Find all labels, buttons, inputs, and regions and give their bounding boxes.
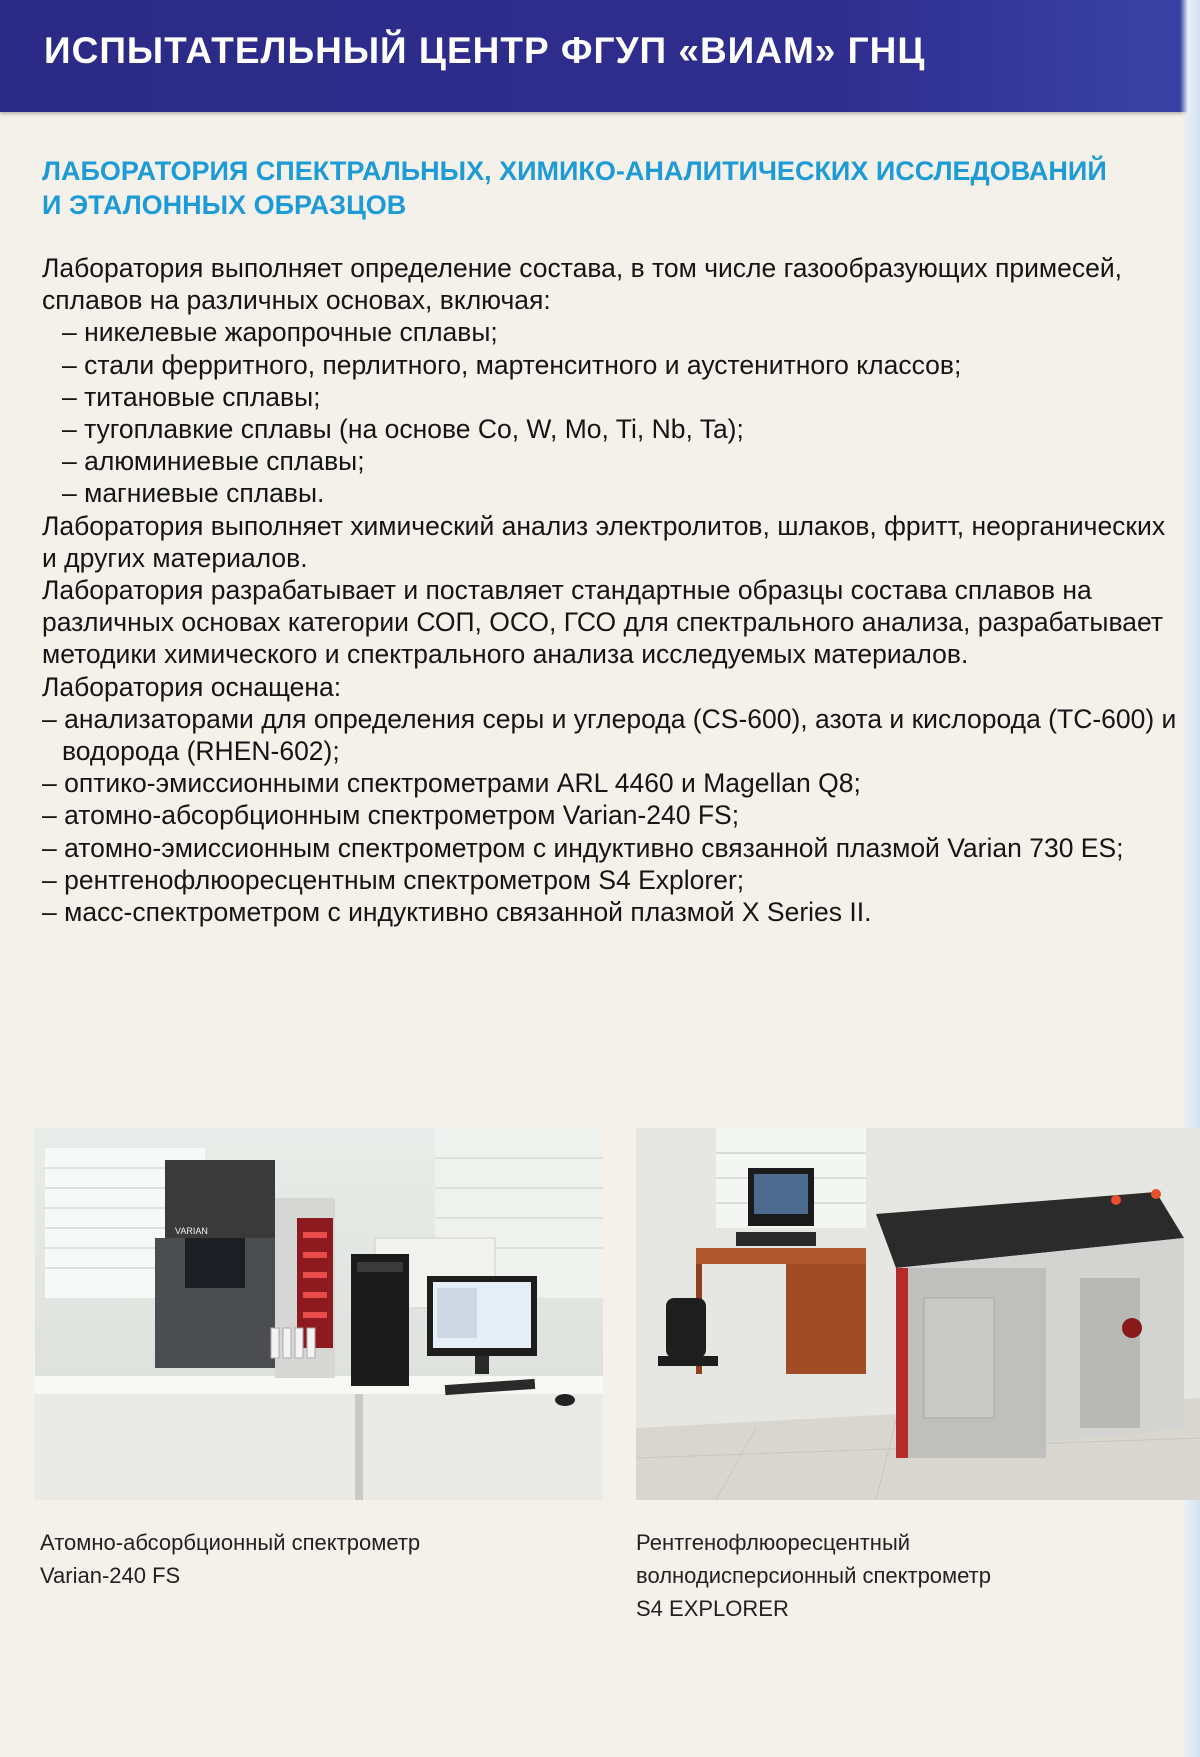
photo-1-caption bbox=[40, 1526, 580, 1592]
header-banner bbox=[0, 0, 1200, 112]
caption-line: S4 EXPLORER bbox=[636, 1596, 789, 1621]
caption-line: волнодисперсионный спектрометр bbox=[636, 1563, 991, 1588]
standards-paragraph: Лаборатория разрабатывает и поставляет стандартные образцы состава сплавов на различных основах категории СОП, ОСО, ГСО для спектрального анализа, разрабатывает методики химического и спектрального анализа исследуемых материалов. bbox=[42, 575, 1163, 670]
alloy-item: – титановые сплавы; bbox=[62, 381, 321, 412]
varian-logo-text: VARIAN bbox=[175, 1226, 208, 1236]
chem-analysis-paragraph: Лаборатория выполняет химический анализ электролитов, шлаков, фритт, неорганических и других материалов. bbox=[42, 510, 1166, 573]
body-text bbox=[42, 252, 1182, 928]
caption-line: Рентгенофлюоресцентный bbox=[636, 1530, 911, 1555]
intro-paragraph: Лаборатория выполняет определение состава, в том числе газообразующих примесей, сплавов на различных основах, включая: bbox=[42, 253, 1123, 316]
equipment-item: – масс-спектрометром с индуктивно связанной плазмой X Series II. bbox=[42, 897, 872, 928]
equipment-item: – атомно-эмиссионным спектрометром с индуктивно связанной плазмой Varian 730 ES; bbox=[42, 832, 1124, 863]
alloy-item: – тугоплавкие сплавы (на основе Co, W, Mo, Ti, Nb, Ta); bbox=[62, 414, 744, 445]
alloy-item: – стали ферритного, перлитного, мартенситного и аустенитного классов; bbox=[62, 349, 962, 380]
equipment-item: – оптико-эмиссионными спектрометрами ARL 4460 и Magellan Q8; bbox=[42, 768, 861, 799]
equipment-item: – атомно-абсорбционным спектрометром Varian-240 FS; bbox=[42, 800, 740, 831]
equipment-list bbox=[42, 703, 1182, 928]
alloy-list bbox=[42, 316, 1182, 509]
alloy-item: – алюминиевые сплавы; bbox=[62, 446, 365, 477]
equipped-intro: Лаборатория оснащена: bbox=[42, 671, 342, 702]
alloy-item: – магниевые сплавы. bbox=[62, 478, 325, 509]
equipment-item: – рентгенофлюоресцентным спектрометром S4 Explorer; bbox=[42, 864, 745, 895]
caption-line: Varian-240 FS bbox=[40, 1563, 181, 1588]
section-heading-line-2: И ЭТАЛОННЫХ ОБРАЗЦОВ bbox=[42, 190, 407, 220]
photo-varian-spectrometer bbox=[35, 1128, 603, 1500]
page-title: ИСПЫТАТЕЛЬНЫЙ ЦЕНТР ФГУП «ВИАМ» ГНЦ bbox=[44, 30, 926, 71]
lab-photo-2 bbox=[636, 1128, 1200, 1500]
section-heading-line-1: ЛАБОРАТОРИЯ СПЕКТРАЛЬНЫХ, ХИМИКО-АНАЛИТИЧЕСКИХ ИССЛЕДОВАНИЙ bbox=[42, 156, 1107, 186]
equipment-item: – анализаторами для определения серы и углерода (CS-600), азота и кислорода (ТС-600) и водорода (RHEN-602); bbox=[42, 703, 1177, 767]
caption-line: Атомно-абсорбционный спектрометр bbox=[40, 1530, 421, 1555]
photo-s4-explorer bbox=[636, 1128, 1200, 1500]
photo-2-caption bbox=[636, 1526, 1176, 1625]
alloy-item: – никелевые жаропрочные сплавы; bbox=[62, 317, 498, 348]
section-heading bbox=[42, 154, 1192, 222]
lab-photo-1 bbox=[35, 1128, 603, 1500]
